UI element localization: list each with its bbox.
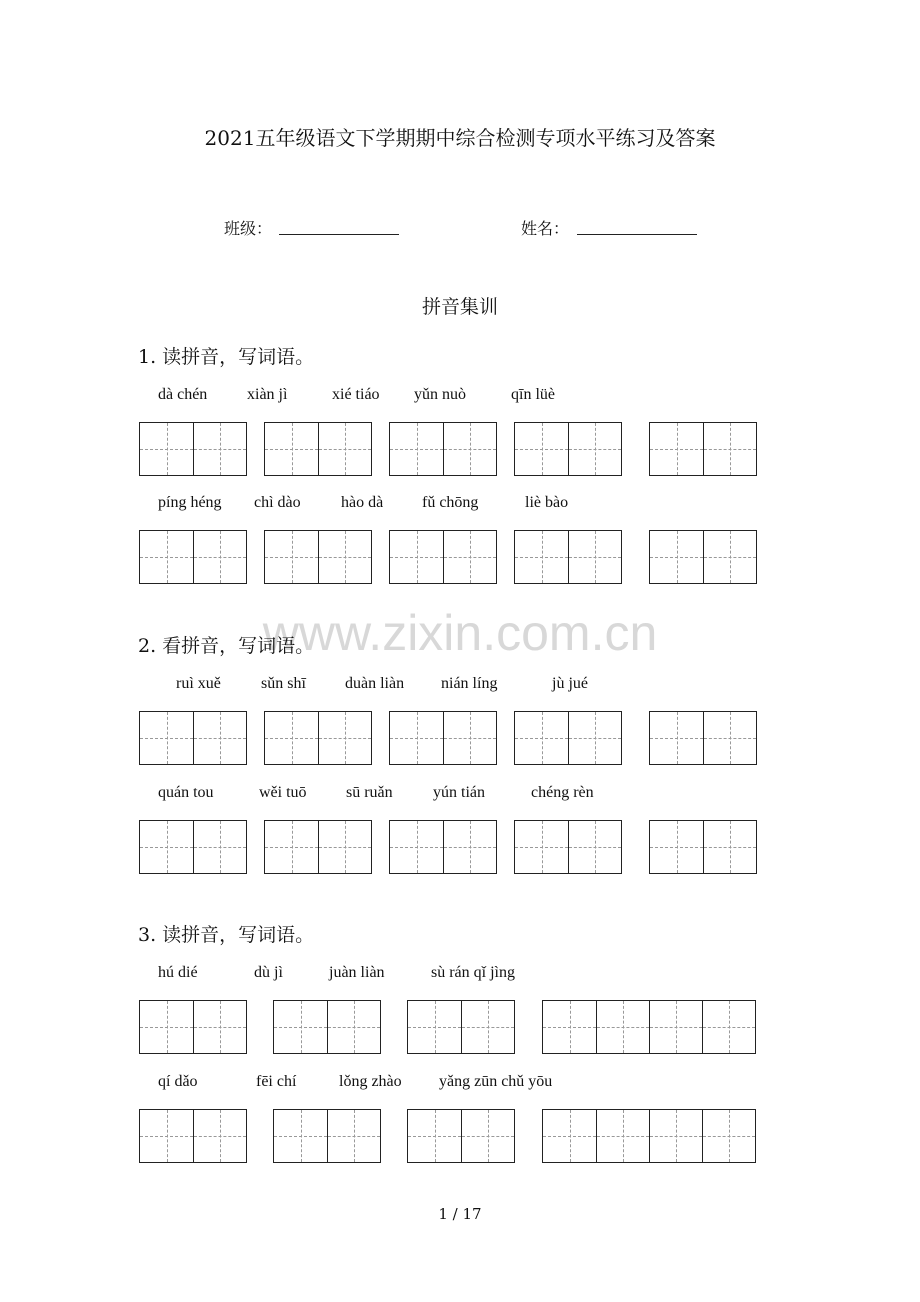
grid-cell[interactable]: [596, 1001, 649, 1053]
grid-cell[interactable]: [140, 821, 193, 873]
writing-grid-idiom[interactable]: [542, 1000, 756, 1054]
grid-cell[interactable]: [703, 821, 756, 873]
writing-grid[interactable]: [264, 820, 372, 874]
grid-cell[interactable]: [515, 531, 568, 583]
grid-cell[interactable]: [318, 531, 371, 583]
pinyin-label: nián líng: [441, 675, 498, 692]
grid-cell[interactable]: [515, 821, 568, 873]
grid-cell[interactable]: [193, 1001, 246, 1053]
pinyin-label: duàn liàn: [345, 675, 405, 692]
grid-cell[interactable]: [443, 712, 496, 764]
writing-grid[interactable]: [407, 1109, 515, 1163]
writing-grid[interactable]: [514, 820, 622, 874]
pinyin-label: ruì xuě: [176, 675, 221, 692]
pinyin-label: yǎng zūn chǔ yōu: [439, 1073, 553, 1090]
writing-grid[interactable]: [407, 1000, 515, 1054]
grid-cell[interactable]: [193, 821, 246, 873]
writing-grid[interactable]: [649, 530, 757, 584]
writing-grid[interactable]: [649, 820, 757, 874]
grid-cell[interactable]: [265, 712, 318, 764]
pinyin-label: píng héng: [158, 494, 222, 511]
grid-cell[interactable]: [649, 1110, 702, 1162]
writing-grid[interactable]: [264, 530, 372, 584]
grid-cell[interactable]: [702, 1001, 755, 1053]
grid-cell[interactable]: [318, 423, 371, 475]
pinyin-label: juàn liàn: [329, 964, 385, 981]
pinyin-label: liè bào: [525, 494, 569, 511]
grid-cell[interactable]: [650, 531, 703, 583]
question-2-title: 2. 看拼音，写词语。: [138, 635, 315, 657]
pinyin-label: yǔn nuò: [414, 386, 466, 403]
section-title: 拼音集训: [421, 296, 498, 318]
grid-cell[interactable]: [543, 1110, 596, 1162]
writing-grid[interactable]: [514, 711, 622, 765]
name-input-line[interactable]: [577, 234, 697, 235]
grid-cell[interactable]: [318, 821, 371, 873]
pinyin-label: sù rán qǐ jìng: [431, 964, 515, 981]
grid-cell[interactable]: [596, 1110, 649, 1162]
grid-cell[interactable]: [408, 1110, 461, 1162]
pinyin-label: quán tou: [158, 784, 214, 801]
watermark: www.zixin.com.cn: [262, 605, 658, 661]
grid-cell[interactable]: [650, 712, 703, 764]
grid-cell[interactable]: [327, 1110, 380, 1162]
pinyin-label: sǔn shī: [261, 675, 306, 692]
grid-cell[interactable]: [703, 423, 756, 475]
grid-cell[interactable]: [193, 712, 246, 764]
grid-cell[interactable]: [193, 531, 246, 583]
writing-grid[interactable]: [389, 711, 497, 765]
writing-grid[interactable]: [139, 820, 247, 874]
pinyin-label: dà chén: [158, 386, 208, 403]
pinyin-label: jù jué: [552, 675, 588, 692]
grid-cell[interactable]: [140, 712, 193, 764]
grid-cell[interactable]: [140, 531, 193, 583]
grid-cell[interactable]: [461, 1110, 514, 1162]
grid-cell[interactable]: [140, 423, 193, 475]
writing-grid[interactable]: [264, 711, 372, 765]
grid-cell[interactable]: [327, 1001, 380, 1053]
writing-grid[interactable]: [139, 1000, 247, 1054]
grid-cell[interactable]: [390, 531, 443, 583]
writing-grid[interactable]: [389, 530, 497, 584]
pinyin-label: fǔ chōng: [422, 494, 479, 511]
grid-cell[interactable]: [461, 1001, 514, 1053]
grid-cell[interactable]: [390, 712, 443, 764]
pinyin-label: hú dié: [158, 964, 198, 981]
writing-grid[interactable]: [139, 530, 247, 584]
page-title: 2021五年级语文下学期期中综合检测专项水平练习及答案: [204, 126, 716, 150]
grid-cell[interactable]: [390, 821, 443, 873]
pinyin-label: xié tiáo: [332, 386, 380, 403]
grid-cell[interactable]: [193, 1110, 246, 1162]
grid-cell[interactable]: [193, 423, 246, 475]
pinyin-label: yún tián: [433, 784, 485, 801]
grid-cell[interactable]: [274, 1110, 327, 1162]
grid-cell[interactable]: [568, 821, 621, 873]
grid-cell[interactable]: [703, 712, 756, 764]
pinyin-label: sū ruǎn: [346, 784, 393, 801]
grid-cell[interactable]: [265, 423, 318, 475]
writing-grid[interactable]: [514, 422, 622, 476]
grid-cell[interactable]: [649, 1001, 702, 1053]
writing-grid[interactable]: [139, 711, 247, 765]
writing-grid[interactable]: [139, 422, 247, 476]
grid-cell[interactable]: [568, 712, 621, 764]
pinyin-label: dù jì: [254, 964, 283, 981]
writing-grid[interactable]: [649, 711, 757, 765]
writing-grid[interactable]: [273, 1109, 381, 1163]
grid-cell[interactable]: [515, 712, 568, 764]
pinyin-label: qí dǎo: [158, 1073, 198, 1090]
grid-cell[interactable]: [318, 712, 371, 764]
pinyin-label: fēi chí: [256, 1073, 297, 1090]
grid-cell[interactable]: [568, 531, 621, 583]
pinyin-label: qīn lüè: [511, 386, 555, 403]
pinyin-label: wěi tuō: [259, 784, 307, 801]
class-input-line[interactable]: [279, 234, 399, 235]
grid-cell[interactable]: [408, 1001, 461, 1053]
name-label: 姓名：: [521, 219, 570, 238]
writing-grid[interactable]: [514, 530, 622, 584]
grid-cell[interactable]: [265, 531, 318, 583]
pinyin-label: hào dà: [341, 494, 384, 511]
grid-cell[interactable]: [568, 423, 621, 475]
writing-grid[interactable]: [264, 422, 372, 476]
grid-cell[interactable]: [543, 1001, 596, 1053]
grid-cell[interactable]: [443, 821, 496, 873]
pinyin-label: chì dào: [254, 494, 301, 511]
pinyin-label: chéng rèn: [531, 784, 594, 801]
writing-grid[interactable]: [389, 820, 497, 874]
class-label: 班级：: [224, 219, 273, 238]
grid-cell[interactable]: [650, 821, 703, 873]
page-number: 1 / 17: [438, 1205, 482, 1223]
grid-cell[interactable]: [274, 1001, 327, 1053]
question-1-title: 1. 读拼音，写词语。: [138, 346, 315, 368]
writing-grid[interactable]: [389, 422, 497, 476]
grid-cell[interactable]: [650, 423, 703, 475]
grid-cell[interactable]: [703, 531, 756, 583]
grid-cell[interactable]: [515, 423, 568, 475]
pinyin-label: xiàn jì: [247, 386, 288, 403]
grid-cell[interactable]: [443, 531, 496, 583]
grid-cell[interactable]: [702, 1110, 755, 1162]
writing-grid-idiom[interactable]: [542, 1109, 756, 1163]
question-3-title: 3. 读拼音，写词语。: [138, 924, 315, 946]
writing-grid[interactable]: [273, 1000, 381, 1054]
grid-cell[interactable]: [265, 821, 318, 873]
writing-grid[interactable]: [139, 1109, 247, 1163]
grid-cell[interactable]: [140, 1110, 193, 1162]
grid-cell[interactable]: [443, 423, 496, 475]
grid-cell[interactable]: [390, 423, 443, 475]
writing-grid[interactable]: [649, 422, 757, 476]
grid-cell[interactable]: [140, 1001, 193, 1053]
pinyin-label: lǒng zhào: [339, 1073, 402, 1090]
